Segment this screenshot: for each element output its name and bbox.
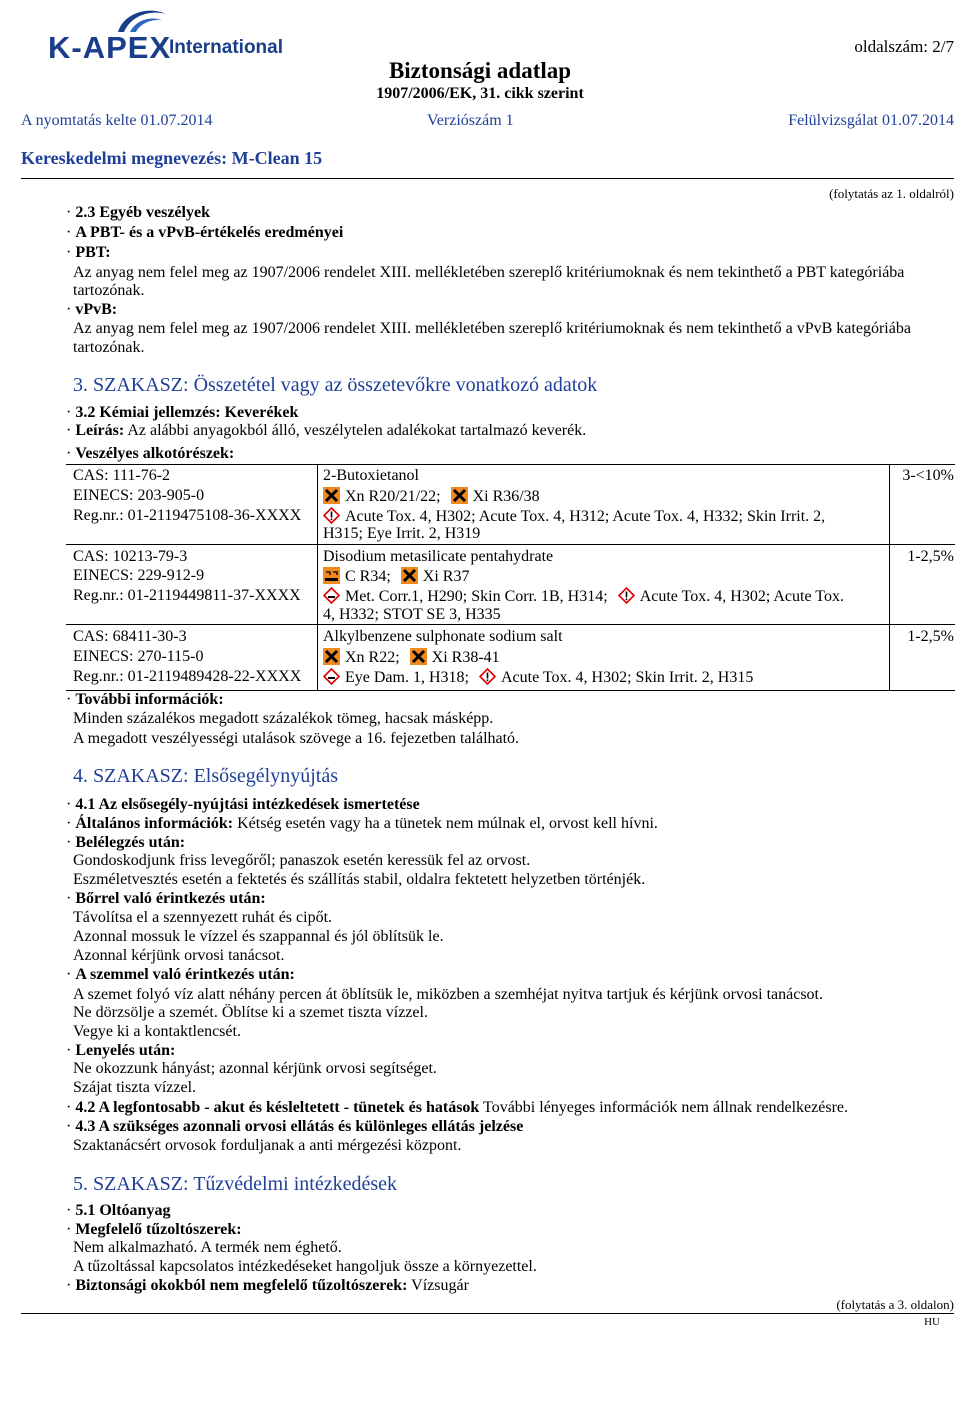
substance-name: Disodium metasilicate pentahydrate (323, 548, 554, 565)
language-code: HU (924, 1316, 940, 1328)
corrosive-icon (323, 567, 340, 584)
s5-unsuitable: · Biztonsági okokból nem megfelelő tűzoltószerek: Vízsugár (66, 1277, 469, 1294)
classification-h-cont: H315; Eye Irrit. 2, H319 (323, 525, 481, 542)
irritant-cross-icon (401, 567, 418, 584)
cas-number: CAS: 111-76-2 (73, 467, 171, 484)
s2-pbt-results: · A PBT- és a vPvB-értékelés eredményei (66, 224, 344, 241)
logo-subtext: International (169, 37, 284, 58)
exclamation-mark-icon (479, 668, 496, 685)
section-5-title: 5. SZAKASZ: Tűzvédelmi intézkedések (73, 1173, 398, 1195)
s5-suitable-2: A tűzoltással kapcsolatos intézkedéseket hangoljuk össze a környezettel. (73, 1258, 537, 1275)
classification-r: Xn R20/21/22; Xi R36/38 (323, 487, 540, 506)
harmful-cross-icon (323, 648, 340, 665)
s4-skin-3: Azonnal kérjünk orvosi tanácsot. (73, 947, 285, 964)
classification-r: C R34; Xi R37 (323, 567, 469, 586)
trade-name: Kereskedelmi megnevezés: M-Clean 15 (21, 148, 323, 168)
s5-suitable-1: Nem alkalmazható. A termék nem éghető. (73, 1239, 342, 1256)
s5-media: · 5.1 Oltóanyag (66, 1202, 171, 1219)
s3-more-info-2: A megadott veszélyességi utalások szövege a 16. fejezetben található. (73, 730, 520, 747)
revision-date: Felülvizsgálat 01.07.2014 (788, 112, 954, 129)
version-number: Verziószám 1 (427, 112, 514, 129)
exclamation-mark-icon (323, 507, 340, 524)
substance-name: Alkylbenzene sulphonate sodium salt (323, 628, 563, 645)
s4-skin-2: Azonnal mossuk le vízzel és szappannal és jól öblítsük le. (73, 928, 444, 945)
s4-eye-2: Ne dörzsölje a szemét. Öblítse ki a szemet tiszta vízzel. (73, 1004, 428, 1021)
s4-eye-3: Vegye ki a kontaktlencsét. (73, 1023, 241, 1040)
corrosion-ghs-icon (323, 587, 340, 604)
concentration: 3-<10% (902, 467, 954, 484)
s4-skin-1: Távolítsa el a szennyezett ruhát és cipőt. (73, 909, 333, 926)
s2-pbt-text-2: tartozónak. (73, 282, 145, 299)
concentration: 1-2,5% (907, 628, 954, 645)
cas-number: CAS: 10213-79-3 (73, 548, 188, 565)
s3-chem-char: · 3.2 Kémiai jellemzés: Keverékek (66, 404, 299, 421)
s3-more-info-label: · További információk: (66, 691, 224, 708)
s2-vpvb-text: Az anyag nem felel meg az 1907/2006 rendelet XIII. mellékletében szereplő kritériumoknak és nem tekinthető a vPvB kategóriába (73, 320, 911, 337)
reg-number: Reg.nr.: 01-2119449811-37-XXXX (73, 587, 301, 604)
s4-inhalation-2: Eszméletvesztés esetén a fektetés és szállítás stabil, oldalra fektetett helyzetben történjék. (73, 871, 646, 888)
header-divider (21, 178, 954, 179)
s4-ingestion-2: Szájat tiszta vízzel. (73, 1079, 197, 1096)
cas-number: CAS: 68411-30-3 (73, 628, 187, 645)
einecs-number: EINECS: 203-905-0 (73, 487, 205, 504)
company-logo (48, 6, 298, 65)
einecs-number: EINECS: 270-115-0 (73, 648, 204, 665)
irritant-cross-icon (451, 487, 468, 504)
logo-text: K-APEX (48, 30, 172, 65)
s4-eye-1: A szemet folyó víz alatt néhány percen át öblítsük le, miközben a szemhéjat nyitva tartjuk és kérjünk orvosi tanácsot. (73, 986, 823, 1003)
s3-more-info-1: Minden százalékos megadott százalékok tömeg, hacsak másképp. (73, 710, 494, 727)
classification-h: Eye Dam. 1, H318; Acute Tox. 4, H302; Skin Irrit. 2, H315 (323, 668, 753, 687)
reg-number: Reg.nr.: 01-2119475108-36-XXXX (73, 507, 302, 524)
corrosion-ghs-icon (323, 668, 340, 685)
section-3-title: 3. SZAKASZ: Összetétel vagy az összetevőkre vonatkozó adatok (73, 374, 598, 396)
classification-r: Xn R22; Xi R38-41 (323, 648, 500, 667)
s4-treatment: · 4.3 A szükséges azonnali orvosi ellátás és különleges ellátás jelzése (66, 1118, 524, 1135)
s2-pbt-text: Az anyag nem felel meg az 1907/2006 rendelet XIII. mellékletében szereplő kritériumoknak és nem tekinthető a PBT kategóriába (73, 264, 905, 281)
irritant-cross-icon (410, 648, 427, 665)
s2-vpvb-text-2: tartozónak. (73, 339, 145, 356)
continued-from: (folytatás az 1. oldalról) (829, 186, 954, 201)
s4-measures: · 4.1 Az elsősegély-nyújtási intézkedések ismertetése (66, 796, 420, 813)
s2-vpvb-label: · vPvB: (66, 301, 118, 318)
table-row-divider (66, 624, 955, 625)
s4-symptoms: · 4.2 A legfontosabb - akut és késleltetett - tünetek és hatások További lényeges információk nem állnak rendelkezésre. (66, 1099, 848, 1116)
document-title: Biztonsági adatlap (388, 58, 572, 83)
table-row-divider (66, 544, 955, 545)
table-top-border (66, 464, 955, 465)
s4-eye-label: · A szemmel való érintkezés után: (66, 966, 295, 983)
concentration: 1-2,5% (907, 548, 954, 565)
document-subtitle: 1907/2006/EK, 31. cikk szerint (376, 85, 584, 102)
s4-treatment-text: Szaktanácsért orvosok forduljanak a anti mérgezési központ. (73, 1137, 462, 1154)
s3-hazard-label: · Veszélyes alkotórészek: (66, 445, 235, 462)
einecs-number: EINECS: 229-912-9 (73, 567, 205, 584)
classification-h: Met. Corr.1, H290; Skin Corr. 1B, H314; Acute Tox. 4, H302; Acute Tox. (323, 587, 844, 606)
reg-number: Reg.nr.: 01-2119489428-22-XXXX (73, 668, 302, 685)
s2-heading: · 2.3 Egyéb veszélyek (66, 204, 210, 221)
exclamation-mark-icon (618, 587, 635, 604)
substance-name: 2-Butoxietanol (323, 467, 419, 484)
s4-ingestion-1: Ne okozzunk hányást; azonnal kérjünk orvosi segítséget. (73, 1060, 437, 1077)
s4-inhalation-label: · Belélegzés után: (66, 834, 186, 851)
harmful-cross-icon (323, 487, 340, 504)
s2-pbt-label: · PBT: (66, 244, 111, 261)
print-date: A nyomtatás kelte 01.07.2014 (21, 112, 213, 129)
classification-h-cont: 4, H332; STOT SE 3, H335 (323, 606, 501, 623)
s4-ingestion-label: · Lenyelés után: (66, 1042, 176, 1059)
section-4-title: 4. SZAKASZ: Elsősegélynyújtás (73, 765, 338, 787)
s4-general: · Általános információk: Kétség esetén vagy ha a tünetek nem múlnak el, orvost kell hívni. (66, 815, 658, 832)
footer-divider (21, 1313, 954, 1314)
s3-description: · Leírás: Az alábbi anyagokból álló, veszélytelen adalékokat tartalmazó keverék. (66, 422, 587, 439)
s4-skin-label: · Bőrrel való érintkezés után: (66, 890, 266, 907)
s4-inhalation-1: Gondoskodjunk friss levegőről; panaszok esetén keressük fel az orvost. (73, 852, 531, 869)
classification-h: Acute Tox. 4, H302; Acute Tox. 4, H312; Acute Tox. 4, H332; Skin Irrit. 2, (323, 507, 825, 526)
table-col-divider (889, 464, 890, 690)
s5-suitable-label: · Megfelelő tűzoltószerek: (66, 1221, 242, 1238)
page-number: oldalszám: 2/7 (854, 37, 954, 56)
table-col-divider (317, 464, 318, 690)
continued-to: (folytatás a 3. oldalon) (836, 1297, 954, 1312)
